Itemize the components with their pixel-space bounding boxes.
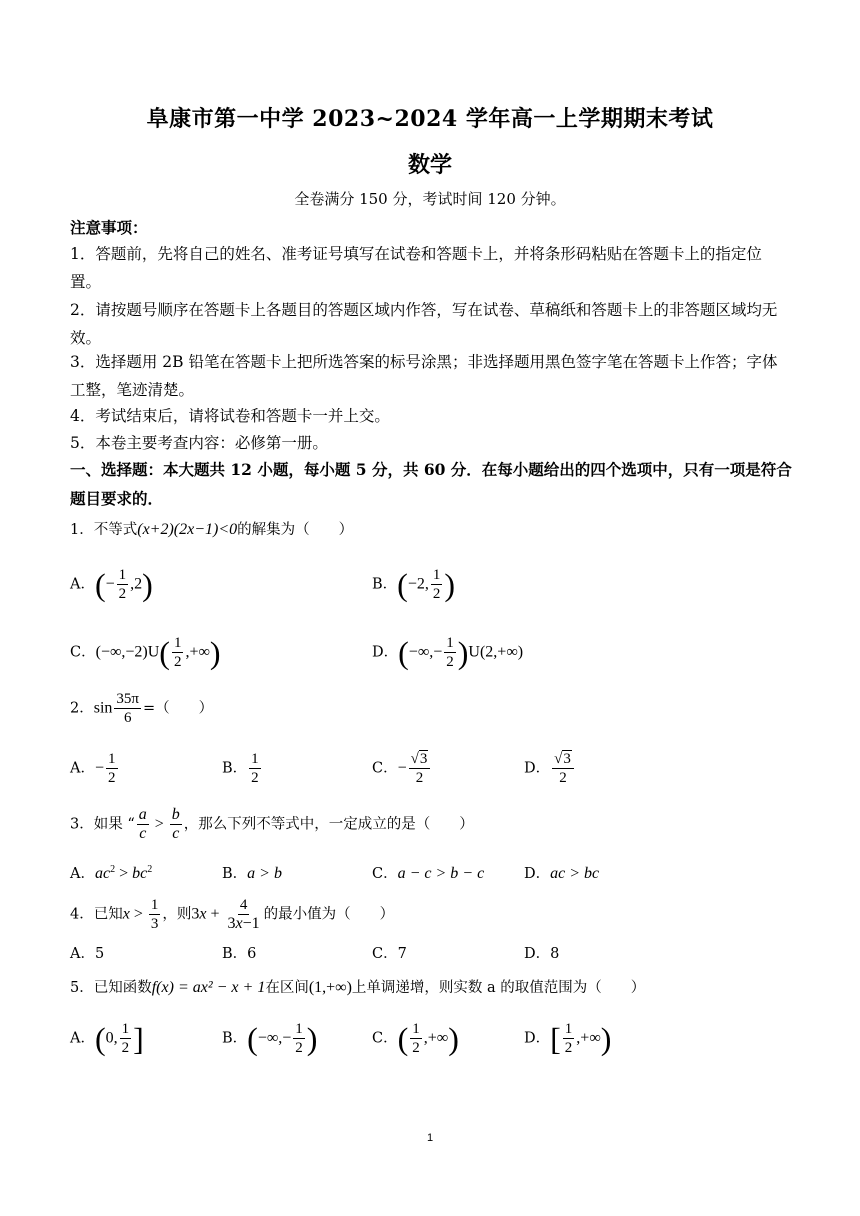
q5-suffix: 上单调递增，则实数 a 的取值范围为（ ） bbox=[351, 980, 646, 996]
q1-suffix: 的解集为（ ） bbox=[237, 522, 354, 538]
q3-option-b[interactable] bbox=[222, 862, 282, 883]
q2-suffix: =（ ） bbox=[142, 700, 214, 717]
q4-option-b[interactable]: B．6 bbox=[222, 946, 257, 962]
q4-suffix: 的最小值为（ ） bbox=[263, 906, 395, 923]
option-label: B． bbox=[222, 760, 248, 777]
q4-option-c[interactable]: C．7 bbox=[372, 946, 407, 962]
question-3: 3．如果 “ $\frac{a}{c}$ > $\frac{b}{c}$ ，那么下列不等式中，一定成立的是（ ） bbox=[70, 806, 474, 842]
q4-mid: ，则 bbox=[162, 906, 192, 923]
q3-suffix: ，那么下列不等式中，一定成立的是（ ） bbox=[183, 816, 474, 833]
option-label: D． bbox=[524, 760, 551, 777]
q5-option-a[interactable]: A．(0, $\frac{1}{2}$ ] bbox=[70, 1020, 144, 1057]
option-label: C． bbox=[70, 644, 96, 661]
union-symbol: U bbox=[468, 643, 480, 661]
q2-option-d[interactable]: D． $\frac{√3}{2}$ bbox=[524, 750, 576, 787]
option-text: a − c > b − c bbox=[397, 865, 485, 882]
q1-option-b[interactable]: B．(−2, $\frac{1}{2}$ ) bbox=[372, 566, 455, 603]
option-label: D． bbox=[524, 866, 551, 882]
q5-prefix: 5．已知函数 bbox=[70, 980, 152, 996]
option-label: C． bbox=[372, 760, 398, 777]
option-text: ac > bc bbox=[550, 865, 600, 882]
q1-expression: (x+2)(2x−1)<0 bbox=[137, 521, 238, 538]
q1-option-d[interactable]: D．(−∞,− $\frac{1}{2}$ )U(2,+∞) bbox=[372, 634, 524, 671]
q5-interval: (1,+∞) bbox=[308, 979, 352, 996]
question-4: 4．已知x > $\frac{1}{3}$ ，则3x + $\frac{4}{3x-1}$ 的最小值为（ ） bbox=[70, 897, 395, 932]
option-label: A． bbox=[70, 760, 95, 777]
q2-option-c[interactable]: C．− $\frac{√3}{2}$ bbox=[372, 750, 432, 787]
option-label: A． bbox=[70, 866, 95, 882]
question-1 bbox=[70, 518, 353, 539]
q5-option-b[interactable]: B．(−∞,− $\frac{1}{2}$ ) bbox=[222, 1020, 318, 1057]
q2-option-a[interactable]: A．− $\frac{1}{2}$ bbox=[70, 751, 116, 786]
exam-title: 阜康市第一中学 2023~2024 学年高一上学期期末考试 bbox=[146, 106, 714, 132]
q2-option-b[interactable]: B． $\frac{1}{2}$ bbox=[222, 751, 259, 786]
notice-heading: 注意事项： bbox=[70, 218, 148, 237]
question-2: 2．sin $\frac{35\pi}{6}$ =（ ） bbox=[70, 691, 214, 726]
q4-option-d[interactable]: D．8 bbox=[524, 946, 560, 962]
exam-subject: 数学 bbox=[407, 152, 452, 178]
q2-prefix: 2． bbox=[70, 700, 94, 717]
notice-item-1: 1．答题前，先将自己的姓名、准考证号填写在试卷和答题卡上，并将条形码粘贴在答题卡上的指定位置。 bbox=[70, 245, 762, 291]
q5-mid: 在区间 bbox=[265, 980, 309, 996]
q4-prefix: 4．已知 bbox=[70, 906, 123, 923]
notice-item-2: 2．请按题号顺序在答题卡上各题目的答题区域内作答，写在试卷、草稿纸和答题卡上的非答题区域均无效。 bbox=[70, 301, 778, 347]
q1-option-a[interactable]: A．(− $\frac{1}{2}$ ,2) bbox=[70, 566, 153, 603]
q3-option-c[interactable] bbox=[372, 862, 484, 883]
option-label: B． bbox=[222, 866, 248, 882]
option-text: a > b bbox=[247, 865, 282, 882]
page-number: 1 bbox=[426, 1132, 434, 1144]
q1-option-c[interactable]: C．(−∞,−2)U( $\frac{1}{2}$ ,+∞) bbox=[70, 634, 221, 671]
option-label: D． bbox=[372, 644, 399, 661]
q3-prefix: 3．如果 “ bbox=[70, 816, 135, 833]
question-5 bbox=[70, 976, 645, 997]
exam-info: 全卷满分 150 分，考试时间 120 分钟。 bbox=[294, 190, 566, 208]
q5-option-c[interactable]: C．( $\frac{1}{2}$ ,+∞) bbox=[372, 1020, 459, 1057]
q5-option-d[interactable]: D．[ $\frac{1}{2}$ ,+∞) bbox=[524, 1020, 612, 1057]
q5-expression: f(x) = ax² − x + 1 bbox=[151, 979, 266, 996]
notice-item-5: 5．本卷主要考查内容：必修第一册。 bbox=[70, 434, 328, 452]
option-label: B． bbox=[372, 576, 398, 593]
option-label: A． bbox=[70, 1030, 95, 1047]
notice-item-4: 4．考试结束后，请将试卷和答题卡一并上交。 bbox=[70, 407, 390, 425]
option-label: B． bbox=[222, 1030, 248, 1047]
q3-option-a[interactable]: A．$ac^2 > bc^2$ bbox=[70, 864, 153, 882]
option-label: A． bbox=[70, 576, 95, 593]
notice-item-3: 3．选择题用 2B 铅笔在答题卡上把所选答案的标号涂黑；非选择题用黑色签字笔在答题卡上作答；字体工整，笔迹清楚。 bbox=[70, 353, 778, 399]
option-label: C． bbox=[372, 866, 398, 882]
section-heading: 一、选择题：本大题共 12 小题，每小题 5 分，共 60 分．在每小题给出的四个选项中，只有一项是符合题目要求的． bbox=[70, 460, 792, 508]
q3-option-d[interactable] bbox=[524, 862, 599, 883]
q4-option-a[interactable]: A．5 bbox=[70, 946, 105, 962]
option-label: D． bbox=[524, 1030, 551, 1047]
q1-prefix: 1．不等式 bbox=[70, 522, 138, 538]
union-symbol: U bbox=[147, 643, 160, 661]
option-label: C． bbox=[372, 1030, 398, 1047]
